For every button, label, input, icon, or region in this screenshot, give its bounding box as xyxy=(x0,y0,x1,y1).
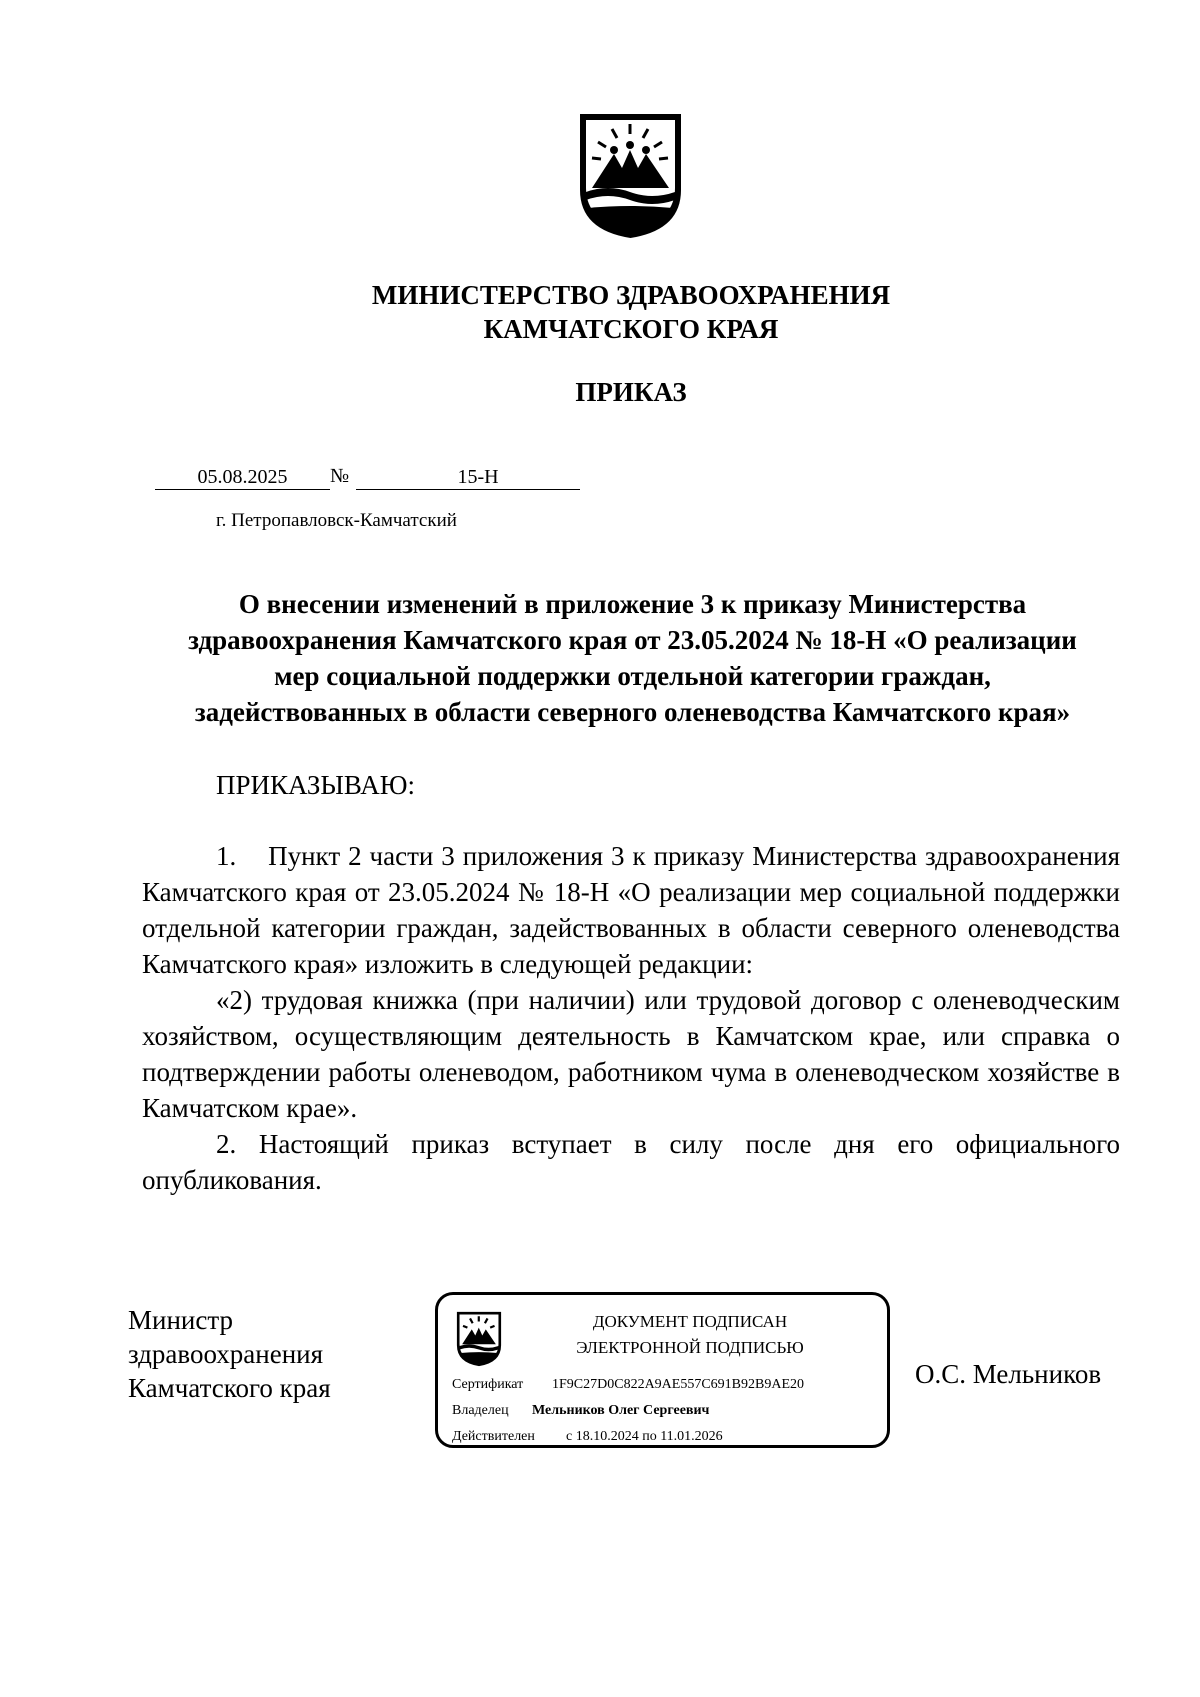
order-word: ПРИКАЗЫВАЮ: xyxy=(216,770,415,800)
signer-position-line-1: Министр xyxy=(128,1305,233,1335)
order-body xyxy=(142,838,1120,1198)
signer-position-line-2: здравоохранения xyxy=(128,1339,324,1369)
signer-position-line-3: Камчатского края xyxy=(128,1373,331,1403)
subject-line-4: задействованных в области северного оленеводства Камчатского края» xyxy=(194,697,1071,727)
signer-position xyxy=(128,1303,331,1405)
signer-name: О.С. Мельников xyxy=(915,1359,1102,1389)
electronic-signature-stamp xyxy=(435,1292,890,1448)
stamp-coat-of-arms-icon xyxy=(456,1311,502,1367)
order-item-1-quote: «2) трудовая книжка (при наличии) или трудовой договор с оленеводческим хозяйством, осуществляющим деятельность в Камчатском крае, или справка о подтверждении работы оленеводом, работником чума в оленеводческом хозяйстве в Камчатском крае». xyxy=(142,985,1120,1123)
stamp-valid-label: Действителен xyxy=(452,1429,535,1444)
stamp-certificate-row xyxy=(452,1377,804,1393)
stamp-valid-value: с 18.10.2024 по 11.01.2026 xyxy=(566,1429,723,1444)
stamp-owner-value: Мельников Олег Сергеевич xyxy=(532,1403,710,1418)
subject-line-2: здравоохранения Камчатского края от 23.05.2024 № 18-Н «О реализации xyxy=(188,625,1077,655)
order-date: 05.08.2025 xyxy=(155,465,330,490)
subject-line-3: мер социальной поддержки отдельной категории граждан, xyxy=(274,661,991,691)
stamp-title-line-2: ЭЛЕКТРОННОЙ ПОДПИСЬЮ xyxy=(576,1338,804,1357)
number-sign: № xyxy=(330,465,350,487)
stamp-owner-row xyxy=(452,1403,709,1419)
document-type: ПРИКАЗ xyxy=(575,377,687,407)
stamp-title xyxy=(520,1309,860,1361)
stamp-title-line-1: ДОКУМЕНТ ПОДПИСАН xyxy=(592,1312,788,1331)
order-item-1: 1. Пункт 2 части 3 приложения 3 к приказу Министерства здравоохранения Камчатского края от 23.05.2024 № 18-Н «О реализации мер социальной поддержки отдельной категории граждан, задействованных в области северного оленеводства Камчатского края» изложить в следующей редакции: xyxy=(142,841,1120,979)
stamp-owner-label: Владелец xyxy=(452,1403,509,1418)
order-number: 15-Н xyxy=(356,465,580,490)
stamp-certificate-label: Сертификат xyxy=(452,1377,524,1392)
ministry-line-2: КАМЧАТСКОГО КРАЯ xyxy=(483,314,779,344)
coat-of-arms-icon xyxy=(578,112,683,240)
subject-line-1: О внесении изменений в приложение 3 к приказу Министерства xyxy=(238,589,1027,619)
city: г. Петропавловск-Камчатский xyxy=(216,510,457,531)
ministry-name xyxy=(0,278,1200,346)
stamp-certificate-value: 1F9C27D0C822A9AE557C691B92B9AE20 xyxy=(552,1377,805,1392)
stamp-valid-row xyxy=(452,1429,723,1445)
order-item-2: 2. Настоящий приказ вступает в силу после дня его официального опубликования. xyxy=(142,1129,1120,1195)
order-subject xyxy=(140,586,1125,730)
ministry-line-1: МИНИСТЕРСТВО ЗДРАВООХРАНЕНИЯ xyxy=(371,280,891,310)
registration-line xyxy=(155,460,580,490)
